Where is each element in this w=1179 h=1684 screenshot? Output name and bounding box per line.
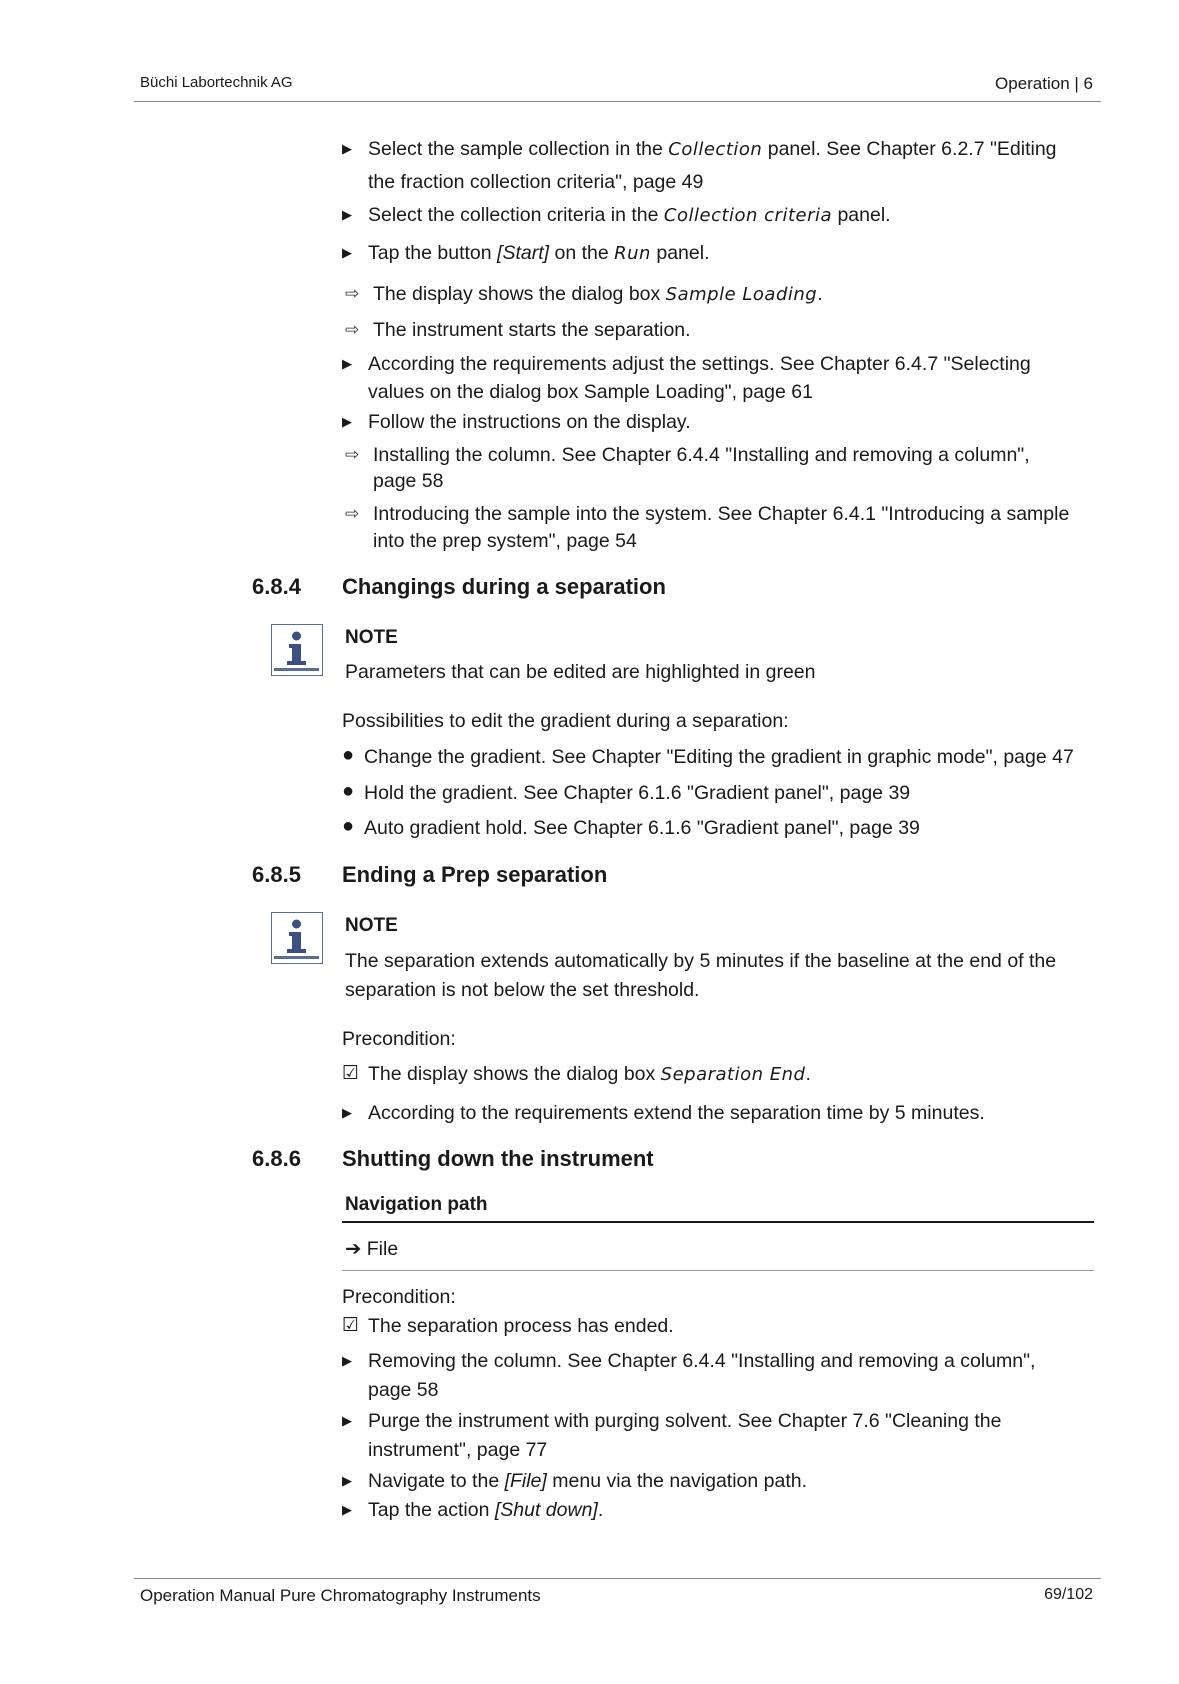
step-arrow-icon: ▶	[342, 141, 352, 156]
list-item: Change the gradient. See Chapter "Editing the gradient in graphic mode", page 47	[364, 746, 1074, 768]
bullet-icon: ●	[342, 744, 355, 766]
section-number: 6.8.6	[252, 1146, 301, 1171]
step-extend-time: According to the requirements extend the separation time by 5 minutes.	[368, 1102, 985, 1124]
step-navigate-file: Navigate to the [File] menu via the navigation path.	[368, 1470, 808, 1492]
result-arrow-icon: ⇨	[345, 320, 360, 339]
nav-divider	[342, 1270, 1094, 1271]
precondition-label: Precondition:	[342, 1286, 456, 1308]
result-introducing-sample: Introducing the sample into the system. See Chapter 6.4.1 "Introducing a sample	[373, 503, 1070, 525]
step-arrow-icon: ▶	[342, 1502, 352, 1517]
step-select-collection-cont: the fraction collection criteria", page 49	[368, 171, 704, 193]
result-arrow-icon: ⇨	[345, 284, 360, 303]
section-title: Ending a Prep separation	[342, 862, 608, 887]
step-arrow-icon: ▶	[342, 356, 352, 371]
footer-title: Operation Manual Pure Chromatography Instruments	[140, 1586, 541, 1605]
info-icon	[271, 624, 323, 676]
result-sample-loading: The display shows the dialog box Sample Loading.	[373, 283, 823, 305]
section-number: 6.8.4	[252, 574, 301, 599]
result-arrow-icon: ⇨	[345, 445, 360, 464]
step-adjust-settings-cont: values on the dialog box Sample Loading", page 61	[368, 381, 813, 403]
list-item: Auto gradient hold. See Chapter 6.1.6 "Gradient panel", page 39	[364, 817, 920, 839]
gradient-intro: Possibilities to edit the gradient during a separation:	[342, 710, 789, 732]
checkbox-icon: ☑	[342, 1315, 360, 1336]
result-installing-column-cont: page 58	[373, 470, 444, 492]
step-arrow-icon: ▶	[342, 1105, 352, 1120]
result-introducing-sample-cont: into the prep system", page 54	[373, 530, 637, 552]
note-label: NOTE	[345, 915, 398, 936]
step-purge-cont: instrument", page 77	[368, 1439, 548, 1461]
header-company: Büchi Labortechnik AG	[140, 74, 293, 91]
step-arrow-icon: ▶	[342, 414, 352, 429]
step-arrow-icon: ▶	[342, 1353, 352, 1368]
step-remove-column-cont: page 58	[368, 1379, 439, 1401]
step-tap-start: Tap the button [Start] on the Run panel.	[368, 242, 710, 264]
page-number: 69/102	[1044, 1586, 1093, 1603]
navigation-path-label: Navigation path	[345, 1194, 488, 1215]
step-purge: Purge the instrument with purging solvent. See Chapter 7.6 "Cleaning the	[368, 1410, 1002, 1432]
header-divider	[134, 101, 1101, 102]
note-text: Parameters that can be edited are highlighted in green	[345, 661, 816, 683]
note-label: NOTE	[345, 627, 398, 648]
note-text-cont: separation is not below the set threshold.	[345, 979, 700, 1001]
precondition-item: The display shows the dialog box Separation End.	[368, 1063, 811, 1085]
step-arrow-icon: ▶	[342, 207, 352, 222]
step-arrow-icon: ▶	[342, 1473, 352, 1488]
list-item: Hold the gradient. See Chapter 6.1.6 "Gradient panel", page 39	[364, 782, 911, 804]
info-icon	[271, 912, 323, 964]
section-title: Shutting down the instrument	[342, 1146, 654, 1171]
section-number: 6.8.5	[252, 862, 301, 887]
bullet-icon: ●	[342, 780, 355, 802]
step-follow-instructions: Follow the instructions on the display.	[368, 411, 691, 433]
precondition-label: Precondition:	[342, 1028, 456, 1050]
checkbox-icon: ☑	[342, 1063, 360, 1084]
bullet-icon: ●	[342, 815, 355, 837]
note-text: The separation extends automatically by 5 minutes if the baseline at the end of the	[345, 950, 1057, 972]
step-arrow-icon: ▶	[342, 1413, 352, 1428]
section-title: Changings during a separation	[342, 574, 666, 599]
result-starts-separation: The instrument starts the separation.	[373, 319, 691, 341]
nav-divider	[342, 1221, 1094, 1223]
result-arrow-icon: ⇨	[345, 504, 360, 523]
footer-divider	[134, 1578, 1101, 1579]
step-select-collection: Select the sample collection in the Collection panel. See Chapter 6.2.7 "Editing	[368, 138, 1057, 160]
step-remove-column: Removing the column. See Chapter 6.4.4 "Installing and removing a column",	[368, 1350, 1036, 1372]
step-select-criteria: Select the collection criteria in the Collection criteria panel.	[368, 204, 891, 226]
step-shut-down: Tap the action [Shut down].	[368, 1499, 604, 1521]
step-adjust-settings: According the requirements adjust the settings. See Chapter 6.4.7 "Selecting	[368, 353, 1031, 375]
precondition-item: The separation process has ended.	[368, 1315, 674, 1337]
step-arrow-icon: ▶	[342, 245, 352, 260]
header-section: Operation | 6	[995, 74, 1093, 93]
result-installing-column: Installing the column. See Chapter 6.4.4 "Installing and removing a column",	[373, 444, 1030, 466]
arrow-right-icon: ➔	[345, 1238, 362, 1260]
navigation-path: ➔ File	[345, 1238, 399, 1260]
